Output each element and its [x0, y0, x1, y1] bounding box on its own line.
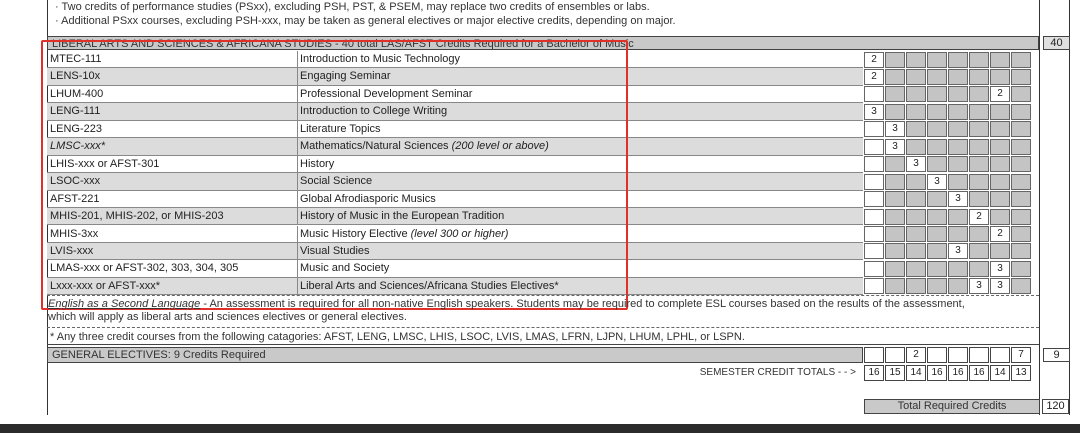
- total-required-label: Total Required Credits: [864, 399, 1040, 414]
- credit-cell: [1011, 174, 1031, 190]
- credit-cell: [927, 139, 947, 155]
- course-title-note: (200 level or above): [448, 140, 549, 153]
- credit-cell: [1011, 243, 1031, 259]
- divider: [47, 327, 1039, 328]
- semester-total-cell: 16: [864, 365, 884, 381]
- performance-note-1: · Two credits of performance studies (PSxx), excluding PSH, PST, & PSEM, may replace two credits of ensembles or labs.: [55, 1, 650, 13]
- credit-cell: [990, 52, 1010, 68]
- credit-cell: [948, 278, 968, 294]
- credit-cell: [864, 156, 884, 172]
- course-row: [47, 51, 863, 68]
- column-divider: [297, 226, 298, 242]
- credit-cell: [1011, 121, 1031, 137]
- credit-cell: [1011, 86, 1031, 102]
- course-code: LENG-223: [50, 122, 102, 135]
- credit-cell: 2: [990, 86, 1010, 102]
- course-code: MHIS-201, MHIS-202, or MHIS-203: [50, 210, 224, 223]
- course-title-text: Engaging Seminar: [300, 70, 391, 83]
- course-row: [47, 243, 863, 260]
- credit-cell: [864, 139, 884, 155]
- credit-cell: [927, 278, 947, 294]
- general-electives-cell: 2: [906, 347, 926, 363]
- performance-note-2: · Additional PSxx courses, excluding PSH-xxx, may be taken as general electives or major elective credits, depending on major.: [55, 15, 676, 27]
- credit-cell: [990, 69, 1010, 85]
- divider: [47, 295, 1039, 296]
- course-title: [300, 88, 472, 100]
- credit-cell: 3: [885, 139, 905, 155]
- credit-cell: [1011, 191, 1031, 207]
- column-divider: [297, 243, 298, 259]
- course-title: [300, 70, 391, 82]
- credit-cell: [885, 261, 905, 277]
- credit-cell: 2: [864, 52, 884, 68]
- course-code: MTEC-111: [50, 53, 102, 65]
- esl-label: English as a Second Language: [48, 298, 201, 310]
- credit-cell: 3: [990, 278, 1010, 294]
- esl-note: [48, 298, 965, 324]
- course-title-text: Music and Society: [300, 262, 390, 275]
- column-divider: [297, 86, 298, 102]
- credit-cell: [906, 243, 926, 259]
- course-row: [47, 226, 863, 243]
- credit-cell: [927, 69, 947, 85]
- credit-cell: [927, 121, 947, 137]
- credit-cell: [885, 226, 905, 242]
- credit-cell: [927, 104, 947, 120]
- course-title-text: Mathematics/Natural Sciences: [300, 140, 449, 153]
- column-divider: [297, 103, 298, 119]
- credit-cell: [948, 69, 968, 85]
- credit-cell: [948, 226, 968, 242]
- course-code: LSOC-xxx: [50, 175, 101, 188]
- credit-cell: [906, 139, 926, 155]
- credit-cell: [885, 278, 905, 294]
- credit-cell: [948, 261, 968, 277]
- credit-cell: [990, 191, 1010, 207]
- section-total: 40: [1043, 36, 1070, 50]
- credit-cell: [948, 174, 968, 190]
- course-title-text: Visual Studies: [300, 244, 370, 257]
- semester-total-cell: 16: [969, 365, 989, 381]
- credit-cell: [906, 226, 926, 242]
- course-row: [47, 260, 863, 277]
- credit-cell: [927, 52, 947, 68]
- credit-cell: [885, 104, 905, 120]
- column-divider: [297, 68, 298, 84]
- credit-cell: [948, 52, 968, 68]
- screen-bottom-bar: [0, 424, 1080, 433]
- credit-cell: [885, 191, 905, 207]
- course-title-text: Music History Elective: [300, 227, 408, 240]
- course-title: [300, 280, 559, 292]
- credit-cell: [969, 226, 989, 242]
- course-title-text: Introduction to Music Technology: [300, 53, 460, 65]
- credit-cell: [990, 209, 1010, 225]
- credit-cell: [864, 121, 884, 137]
- credit-cell: [885, 69, 905, 85]
- credit-cell: [927, 191, 947, 207]
- credit-cell: [1011, 69, 1031, 85]
- credit-cell: 3: [948, 191, 968, 207]
- credit-cell: 3: [864, 104, 884, 120]
- credit-cell: [864, 226, 884, 242]
- credit-cell: [885, 52, 905, 68]
- credit-cell: [927, 86, 947, 102]
- credit-cell: [927, 261, 947, 277]
- frame-right: [1039, 0, 1040, 415]
- section-header: LIBERAL ARTS AND SCIENCES & AFRICANA STUDIES - 40 total LAS/AFST Credits Required for a Bachelor of Music: [47, 36, 1039, 50]
- course-title-text: Literature Topics: [300, 122, 381, 135]
- column-divider: [297, 121, 298, 137]
- column-divider: [297, 191, 298, 207]
- credit-cell: [864, 191, 884, 207]
- credit-cell: [990, 121, 1010, 137]
- course-row: [47, 191, 863, 208]
- elective-category-note: * Any three credit courses from the following catagories: AFST, LENG, LMSC, LHIS, LSOC, LVIS, LMAS, LFRN, LJPN, LHUM, LPHL, or LSPN.: [50, 331, 745, 343]
- course-title-note: (level 300 or higher): [407, 227, 509, 240]
- course-row: [47, 156, 863, 173]
- semester-total-cell: 15: [885, 365, 905, 381]
- credit-cell: [948, 121, 968, 137]
- course-code: LHUM-400: [50, 87, 104, 100]
- course-row: [47, 68, 863, 85]
- credit-cell: [1011, 278, 1031, 294]
- course-row: [47, 103, 863, 120]
- credit-cell: [864, 261, 884, 277]
- credit-cell: 3: [906, 156, 926, 172]
- semester-total-cell: 16: [927, 365, 947, 381]
- credit-cell: [885, 156, 905, 172]
- credit-cell: [906, 261, 926, 277]
- course-title: [300, 262, 389, 274]
- credit-cell: [948, 86, 968, 102]
- semester-totals-label: SEMESTER CREDIT TOTALS - - >: [699, 367, 856, 378]
- column-divider: [297, 51, 298, 67]
- credit-cell: [948, 209, 968, 225]
- course-row: [47, 121, 863, 138]
- credit-cell: [969, 191, 989, 207]
- column-divider: [297, 260, 298, 276]
- credit-cell: 3: [927, 174, 947, 190]
- credit-cell: [1011, 226, 1031, 242]
- credit-cell: 3: [948, 243, 968, 259]
- course-title-text: Global Afrodiasporic Musics: [300, 192, 436, 205]
- divider: [47, 344, 1039, 345]
- general-electives-cell: [990, 347, 1010, 363]
- credit-cell: [969, 261, 989, 277]
- course-row: [47, 278, 863, 295]
- column-divider: [297, 278, 298, 294]
- credit-cell: [864, 86, 884, 102]
- general-electives-label: GENERAL ELECTIVES: 9 Credits Required: [47, 347, 863, 363]
- credit-cell: [990, 139, 1010, 155]
- course-title: [300, 158, 334, 170]
- credit-cell: [1011, 139, 1031, 155]
- semester-total-cell: 13: [1011, 365, 1031, 381]
- course-title: [300, 245, 370, 257]
- credit-cell: [906, 278, 926, 294]
- course-title: [300, 210, 504, 222]
- esl-text-1: - An assessment is required for all non-native English speakers. Students may be required to complete ESL courses based on the results of the assessment,: [200, 298, 965, 310]
- credit-cell: [1011, 261, 1031, 277]
- credit-cell: [990, 243, 1010, 259]
- credit-cell: [885, 174, 905, 190]
- course-title: [300, 53, 460, 65]
- credit-cell: [864, 174, 884, 190]
- course-title: [300, 228, 508, 240]
- credit-cell: [906, 86, 926, 102]
- course-row: [47, 173, 863, 190]
- credit-cell: 3: [969, 278, 989, 294]
- credit-cell: [969, 86, 989, 102]
- general-electives-cell: [969, 347, 989, 363]
- credit-cell: [885, 209, 905, 225]
- course-row: [47, 208, 863, 225]
- semester-total-cell: 14: [906, 365, 926, 381]
- credit-cell: [969, 156, 989, 172]
- credit-cell: [948, 156, 968, 172]
- credit-cell: [969, 69, 989, 85]
- credit-cell: [990, 104, 1010, 120]
- credit-cell: [927, 226, 947, 242]
- credit-cell: [948, 104, 968, 120]
- course-code: LENG-111: [50, 105, 101, 118]
- total-required-value: 120: [1042, 399, 1069, 414]
- credit-cell: [1011, 104, 1031, 120]
- credit-cell: [906, 69, 926, 85]
- credit-cell: [1011, 156, 1031, 172]
- credit-cell: [990, 156, 1010, 172]
- course-title: [300, 140, 549, 152]
- course-title-text: History of Music in the European Tradition: [300, 210, 505, 223]
- esl-text-2: which will apply as liberal arts and sciences electives or general electives.: [48, 311, 407, 323]
- semester-total-cell: 16: [948, 365, 968, 381]
- credit-cell: [927, 209, 947, 225]
- credit-cell: [864, 209, 884, 225]
- general-electives-total: 9: [1043, 348, 1070, 362]
- course-title-text: Professional Development Seminar: [300, 87, 473, 100]
- credit-cell: 3: [990, 261, 1010, 277]
- course-code: LHIS-xxx or AFST-301: [50, 157, 160, 170]
- course-row: [47, 138, 863, 155]
- credit-cell: [927, 156, 947, 172]
- course-code: Lxxx-xxx or AFST-xxx*: [50, 279, 161, 292]
- course-code: LMSC-xxx*: [50, 140, 106, 153]
- general-electives-cell: 7: [1011, 347, 1031, 363]
- course-code: LVIS-xxx: [50, 244, 94, 257]
- credit-cell: [1011, 209, 1031, 225]
- credit-cell: [990, 174, 1010, 190]
- credit-cell: [864, 278, 884, 294]
- course-title: [300, 105, 447, 117]
- general-electives-cell: [885, 347, 905, 363]
- column-divider: [297, 173, 298, 189]
- credit-cell: [906, 104, 926, 120]
- credit-cell: [1011, 52, 1031, 68]
- course-title-text: History: [300, 157, 335, 170]
- course-title-text: Liberal Arts and Sciences/Africana Studies Electives*: [300, 279, 559, 292]
- credit-cell: [885, 86, 905, 102]
- course-title: [300, 175, 372, 187]
- course-title: [300, 123, 381, 135]
- credit-cell: [906, 52, 926, 68]
- credit-cell: [906, 121, 926, 137]
- credit-cell: 2: [864, 69, 884, 85]
- course-code: LENS-10x: [50, 70, 101, 83]
- credit-cell: [885, 243, 905, 259]
- credit-cell: 2: [969, 209, 989, 225]
- course-code: MHIS-3xx: [50, 227, 99, 240]
- course-title: [300, 193, 436, 205]
- course-code: LMAS-xxx or AFST-302, 303, 304, 305: [50, 262, 239, 275]
- column-divider: [297, 156, 298, 172]
- credit-cell: [969, 104, 989, 120]
- credit-cell: [969, 174, 989, 190]
- credit-cell: [969, 121, 989, 137]
- credit-cell: [906, 209, 926, 225]
- credit-cell: [927, 243, 947, 259]
- course-code: AFST-221: [50, 192, 100, 205]
- semester-total-cell: 14: [990, 365, 1010, 381]
- credit-cell: [969, 139, 989, 155]
- course-title-text: Social Science: [300, 175, 373, 188]
- credit-cell: [948, 139, 968, 155]
- column-divider: [297, 138, 298, 154]
- credit-cell: [864, 243, 884, 259]
- credit-cell: 3: [885, 121, 905, 137]
- credit-cell: [969, 52, 989, 68]
- general-electives-cell: [864, 347, 884, 363]
- credit-cell: [906, 191, 926, 207]
- credit-cell: 2: [990, 226, 1010, 242]
- general-electives-cell: [948, 347, 968, 363]
- general-electives-cell: [927, 347, 947, 363]
- course-row: [47, 86, 863, 103]
- course-title-text: Introduction to College Writing: [300, 105, 448, 118]
- credit-cell: [906, 174, 926, 190]
- column-divider: [297, 208, 298, 224]
- credit-cell: [969, 243, 989, 259]
